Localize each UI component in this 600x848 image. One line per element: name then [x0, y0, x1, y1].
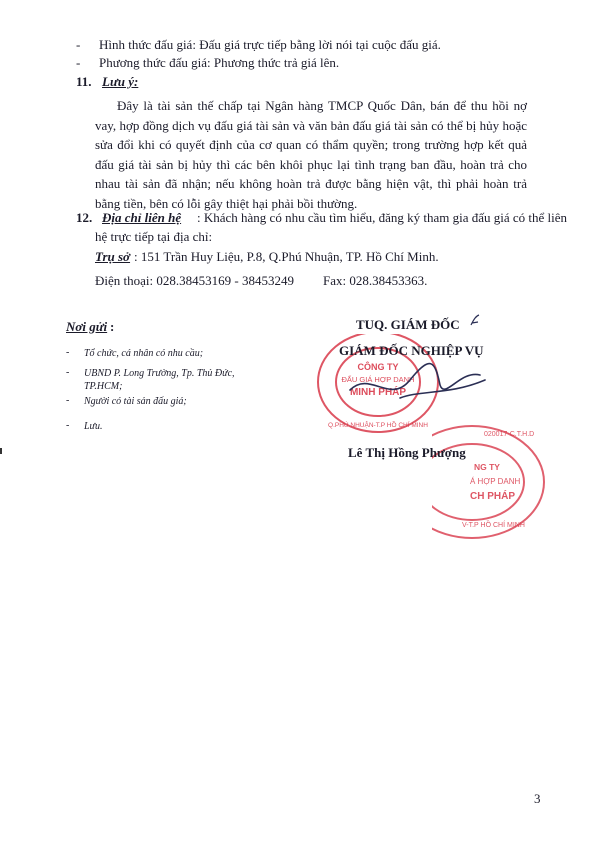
recipient-dash: - — [66, 395, 70, 406]
initial-mark — [468, 313, 482, 327]
stamp-ring-text: Q.PHÚ NHUẬN-T.P HỒ CHÍ MINH — [328, 422, 428, 429]
svg-text:NG TY: NG TY — [474, 462, 500, 472]
office-label: Trụ sở — [95, 249, 131, 264]
section-11-body: Đây là tài sản thế chấp tại Ngân hàng TMCP Quốc Dân, bán để thu hồi nợ vay, hợp đồng dịch vụ đấu giá tài sản và văn bản đấu giá tài sản có thể bị hủy hoặc sửa đổi khi có quyết định của cơ quan có thẩm quyền; trong trường hợp kết quả đấu giá tài sản bị hủy thì các bên khôi phục lại tình trạng ban đầu, hoàn trả cho nhau tài sản đã nhận; nếu không hoàn trả được bằng hiện vật, thì phải hoàn trả bằng tiền, bên có lỗi gây thiệt hại phải bồi thường. — [95, 98, 527, 211]
section-12-intro-cont: hệ trực tiếp tại địa chỉ: — [95, 229, 213, 244]
recipient-item: Tổ chức, cá nhân có nhu cầu; — [84, 348, 204, 359]
partial-seal-stamp — [432, 424, 552, 542]
recipient-item: Lưu. — [84, 421, 103, 432]
handwritten-signature — [340, 350, 490, 410]
bullet-auction-method: Phương thức đấu giá: Phương thức trả giá lên. — [99, 55, 340, 70]
section-12-intro: : Khách hàng có nhu cầu tìm hiểu, đăng ký tham gia đấu giá có thể liên — [197, 210, 568, 225]
office-address: : 151 Trần Huy Liệu, P.8, Q.Phú Nhuận, TP. Hồ Chí Minh. — [134, 249, 439, 264]
page-number: 3 — [534, 791, 541, 806]
svg-text:V-T.P HỒ CHÍ MINH: V-T.P HỒ CHÍ MINH — [462, 522, 525, 529]
recipient-dash: - — [66, 420, 70, 431]
recipients-title: Nơi gửi — [66, 319, 108, 334]
recipient-item: Người có tài sản đấu giá; — [84, 396, 187, 407]
signature-title: GIÁM ĐỐC NGHIỆP VỤ — [339, 343, 484, 358]
recipient-item-cont: TP.HCM; — [84, 381, 123, 392]
svg-text:Á HỢP DANH: Á HỢP DANH — [470, 477, 521, 486]
section-12-number: 12. — [76, 210, 93, 225]
section-11-title: Lưu ý: — [102, 74, 139, 89]
signature-authority-line: TUQ. GIÁM ĐỐC — [356, 317, 460, 332]
recipient-item: UBND P. Long Trường, Tp. Thủ Đức, — [84, 368, 235, 379]
margin-mark — [0, 448, 2, 454]
stamp-company-type: ĐẤU GIÁ HỢP DANH — [341, 375, 415, 384]
bullet-dash: - — [76, 55, 81, 70]
svg-text:CH PHÁP: CH PHÁP — [470, 491, 516, 502]
section-11-number: 11. — [76, 74, 92, 89]
bullet-auction-form: Hình thức đấu giá: Đấu giá trực tiếp bằng lời nói tại cuộc đấu giá. — [99, 37, 441, 52]
recipients-colon: : — [110, 319, 115, 334]
section-12-title: Địa chỉ liên hệ — [102, 210, 182, 225]
bullet-dash: - — [76, 37, 81, 52]
recipient-dash: - — [66, 347, 70, 358]
stamp-company-text: CÔNG TY — [357, 362, 399, 372]
recipient-dash: - — [66, 367, 70, 378]
signer-name: Lê Thị Hồng Phượng — [348, 445, 466, 460]
fax-number: Fax: 028.38453363. — [323, 273, 428, 288]
svg-text:020017-C.T.H.D: 020017-C.T.H.D — [484, 431, 535, 438]
stamp-company-name: MINH PHÁP — [349, 387, 407, 398]
phone-number: Điện thoại: 028.38453169 - 38453249 — [95, 273, 294, 288]
